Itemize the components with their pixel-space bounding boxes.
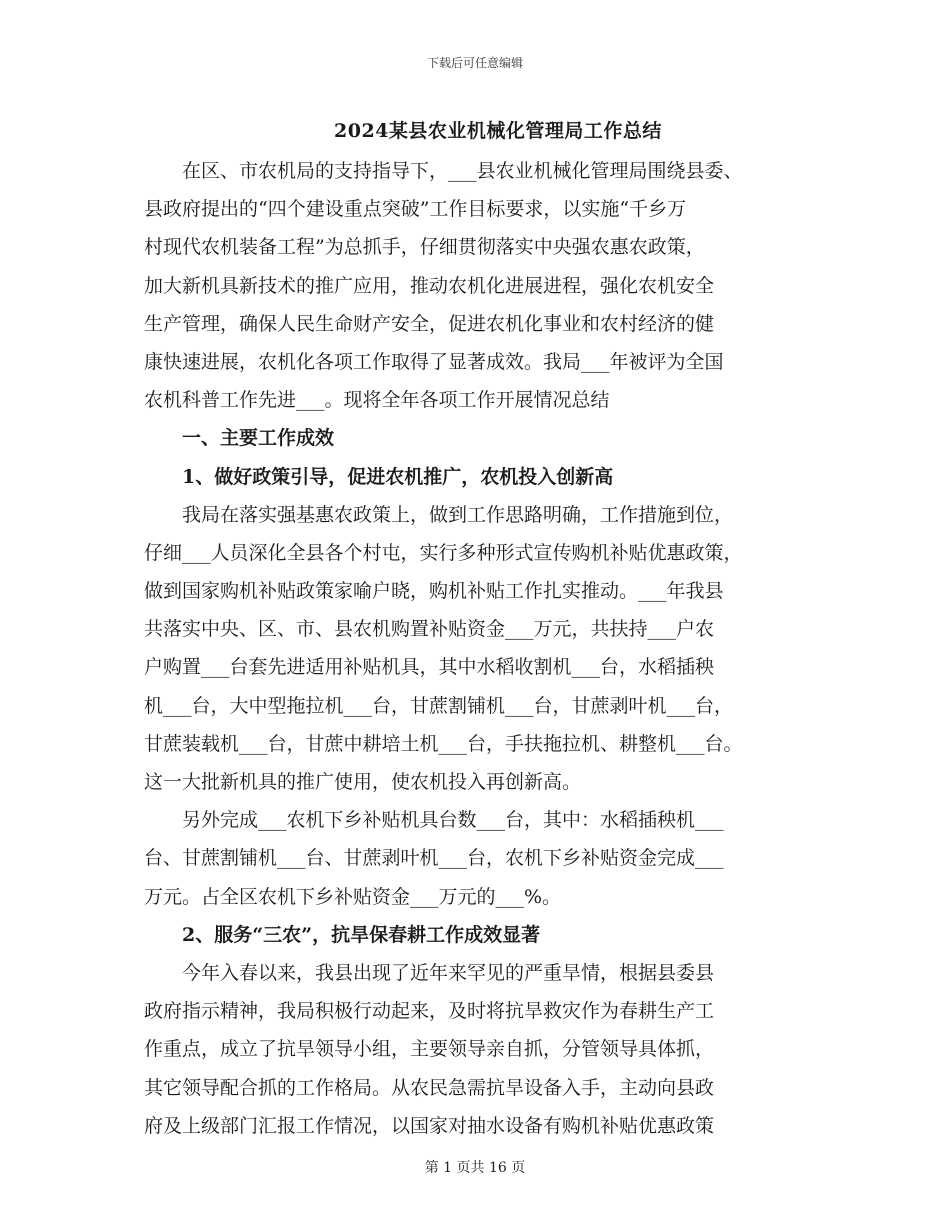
- header-note: 下载后可任意编辑: [426, 56, 523, 70]
- page-footer: 第 1 页共 16 页: [424, 1160, 526, 1176]
- body-line: 政府指示精神，我局积极行动起来，及时将抗旱救灾作为春耕生产工: [144, 1000, 715, 1023]
- body-line: 台、甘蔗割铺机___台、甘蔗剥叶机___台，农机下乡补贴资金完成___: [144, 847, 724, 870]
- body-line: 另外完成___农机下乡补贴机具台数___台，其中：水稻插秧机___: [182, 809, 724, 832]
- subsection-heading: 1、做好政策引导，促进农机推广，农机投入创新高: [182, 465, 614, 488]
- body-line: 甘蔗装载机___台，甘蔗中耕培土机___台，手扶拖拉机、耕整机___台。: [144, 732, 743, 755]
- body-line: 府及上级部门汇报工作情况，以国家对抽水设备有购机补贴优惠政策: [144, 1114, 715, 1137]
- body-line: 其它领导配合抓的工作格局。从农民急需抗旱设备入手，主动向县政: [144, 1076, 715, 1099]
- body-line: 县政府提出的“四个建设重点突破”工作目标要求，以实施“千乡万: [144, 198, 687, 221]
- body-line: 万元。占全区农机下乡补贴资金___万元的___%。: [144, 885, 562, 908]
- body-line: 机___台，大中型拖拉机___台，甘蔗割铺机___台，甘蔗剥叶机___台，: [144, 694, 734, 717]
- body-line: 我局在落实强基惠农政策上，做到工作思路明确，工作措施到位，: [182, 503, 734, 526]
- body-line: 这一大批新机具的推广使用，使农机投入再创新高。: [144, 771, 582, 793]
- document-title: 2024某县农业机械化管理局工作总结: [334, 120, 662, 142]
- body-line: 农机科普工作先进___。现将全年各项工作开展情况总结: [144, 389, 610, 412]
- body-line: 在区、市农机局的支持指导下，___县农业机械化管理局围绕县委、: [182, 160, 743, 182]
- body-line: 共落实中央、区、市、县农机购置补贴资金___万元，共扶持___户农: [144, 618, 715, 641]
- body-line: 今年入春以来，我县出现了近年来罕见的严重旱情，根据县委县: [182, 961, 715, 984]
- section-heading: 一、主要工作成效: [182, 427, 335, 450]
- subsection-heading: 2、服务“三农”，抗旱保春耕工作成效显著: [182, 923, 541, 946]
- body-line: 加大新机具新技术的推广应用，推动农机化进展进程，强化农机安全: [144, 274, 715, 297]
- document-body: [144, 152, 824, 1145]
- body-line: 户购置___台套先进适用补贴机具，其中水稻收割机___台，水稻插秧: [144, 656, 715, 679]
- body-line: 做到国家购机补贴政策家喻户晓，购机补贴工作扎实推动。___年我县: [144, 580, 724, 603]
- body-line: 仔细___人员深化全县各个村屯，实行多种形式宣传购机补贴优惠政策，: [144, 541, 743, 564]
- body-line: 作重点，成立了抗旱领导小组，主要领导亲自抓，分管领导具体抓，: [144, 1038, 715, 1061]
- body-line: 康快速进展，农机化各项工作取得了显著成效。我局___年被评为全国: [144, 350, 724, 373]
- body-line: 村现代农机装备工程”为总抓手，仔细贯彻落实中央强农惠农政策，: [144, 236, 705, 259]
- body-line: 生产管理，确保人民生命财产安全，促进农机化事业和农村经济的健: [144, 312, 715, 335]
